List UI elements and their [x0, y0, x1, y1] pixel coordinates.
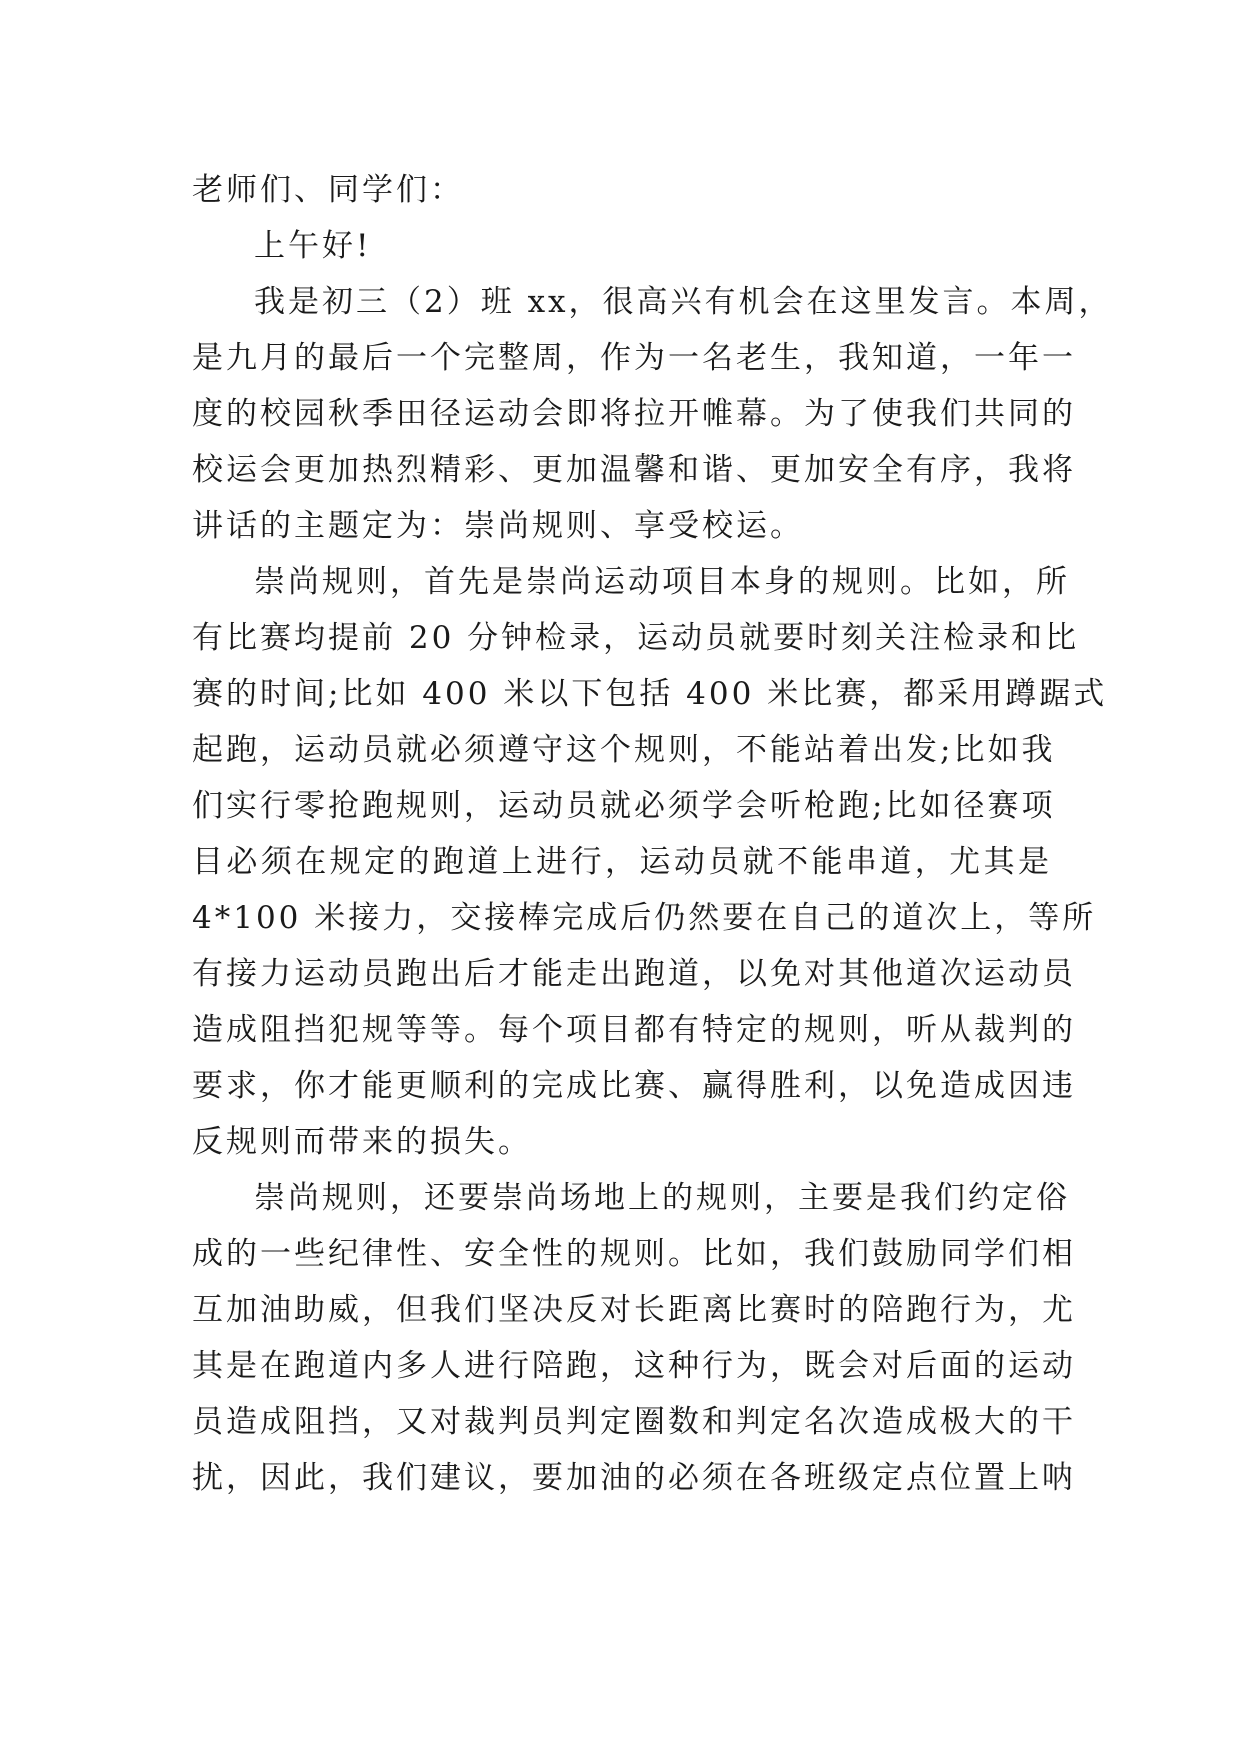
paragraph-intro	[192, 274, 1113, 554]
text-line: 反规则而带来的损失。	[192, 1124, 532, 1160]
text-line: 上午好!	[254, 228, 372, 264]
text-line: 有接力运动员跑出后才能走出跑道，以免对其他道次运动员	[192, 956, 1076, 992]
text-line: 成的一些纪律性、安全性的规则。比如，我们鼓励同学们相	[192, 1236, 1076, 1272]
text-line: 度的校园秋季田径运动会即将拉开帷幕。为了使我们共同的	[192, 396, 1076, 432]
text-line: 老师们、同学们：	[192, 172, 464, 208]
speech-text	[192, 162, 1113, 1506]
text-line: 我是初三（2）班 xx，很高兴有机会在这里发言。本周，	[254, 284, 1113, 320]
text-line: 起跑，运动员就必须遵守这个规则，不能站着出发;比如我	[192, 732, 1056, 768]
text-line: 有比赛均提前 20 分钟检录，运动员就要时刻关注检录和比	[192, 620, 1080, 656]
text-line: 是九月的最后一个完整周，作为一名老生，我知道，一年一	[192, 340, 1076, 376]
text-line: 员造成阻挡，又对裁判员判定圈数和判定名次造成极大的干	[192, 1404, 1076, 1440]
text-line: 4*100 米接力，交接棒完成后仍然要在自己的道次上，等所	[192, 900, 1097, 936]
text-line: 崇尚规则，首先是崇尚运动项目本身的规则。比如，所	[254, 564, 1070, 600]
text-line: 校运会更加热烈精彩、更加温馨和谐、更加安全有序，我将	[192, 452, 1076, 488]
text-line: 们实行零抢跑规则，运动员就必须学会听枪跑;比如径赛项	[192, 788, 1056, 824]
text-line: 互加油助威，但我们坚决反对长距离比赛时的陪跑行为，尤	[192, 1292, 1076, 1328]
text-line: 要求，你才能更顺利的完成比赛、赢得胜利，以免造成因违	[192, 1068, 1076, 1104]
text-line: 扰，因此，我们建议，要加油的必须在各班级定点位置上呐	[192, 1460, 1076, 1496]
text-line: 造成阻挡犯规等等。每个项目都有特定的规则，听从裁判的	[192, 1012, 1076, 1048]
paragraph-event-rules	[192, 554, 1108, 1170]
text-line: 赛的时间;比如 400 米以下包括 400 米比赛，都采用蹲踞式	[192, 676, 1108, 712]
text-line: 其是在跑道内多人进行陪跑，这种行为，既会对后面的运动	[192, 1348, 1076, 1384]
paragraph-venue-rules	[192, 1170, 1076, 1506]
text-line: 讲话的主题定为：崇尚规则、享受校运。	[192, 508, 804, 544]
text-line: 目必须在规定的跑道上进行，运动员就不能串道，尤其是	[192, 844, 1052, 880]
text-line: 崇尚规则，还要崇尚场地上的规则，主要是我们约定俗	[254, 1180, 1070, 1216]
salutation	[192, 162, 1052, 218]
greeting	[192, 218, 1052, 274]
